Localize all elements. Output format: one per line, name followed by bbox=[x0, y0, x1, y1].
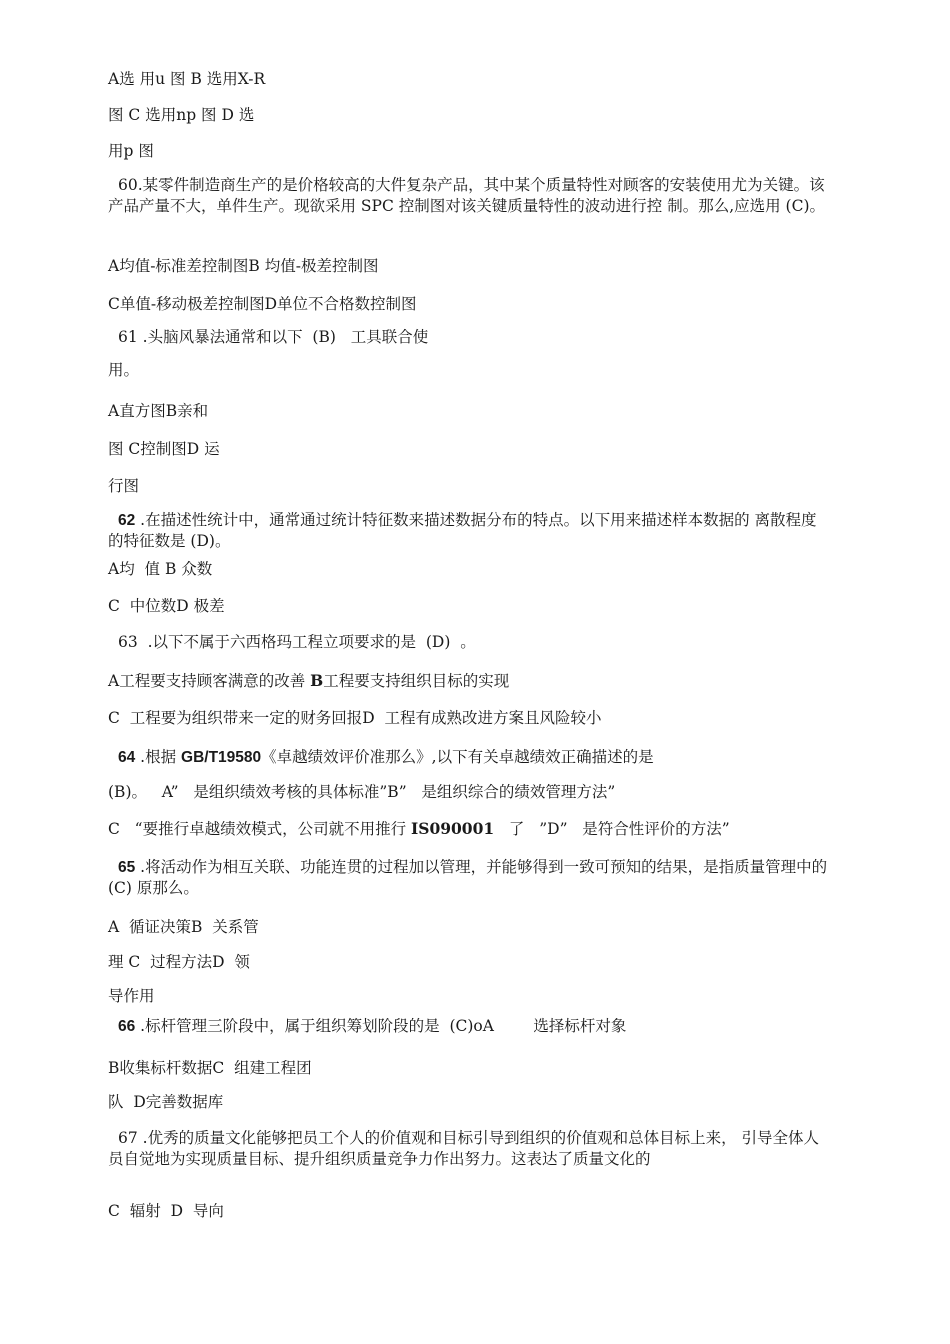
option-line: 行图 bbox=[108, 477, 140, 495]
standard-code: IS090001 bbox=[411, 819, 495, 838]
question-62 bbox=[108, 510, 832, 552]
option-line: C 工程要为组织带来一定的财务回报D 工程有成熟改进方案且风险较小 bbox=[108, 709, 602, 727]
option-line bbox=[108, 819, 730, 839]
question-text: .在描述性统计中，通常通过统计特征数来描述数据分布的特点。以下用来描述样本数据的 离散程度的特征数是 (D)。 bbox=[108, 511, 817, 550]
option-d-text: 了 ”D” 是符合性评价的方法” bbox=[494, 820, 730, 838]
option-line: 导作用 bbox=[108, 987, 155, 1005]
question-61: 61 .头脑风暴法通常和以下 (B) 工具联合使 bbox=[118, 328, 429, 346]
question-text: .将活动作为相互关联、功能连贯的过程加以管理，并能够得到一致可预知的结果，是指质量管理中的 (C) 原那么。 bbox=[108, 858, 828, 897]
question-64 bbox=[118, 747, 654, 768]
question-text: .根据 bbox=[135, 748, 182, 766]
option-line: B收集标杆数据C 组建工程团 bbox=[108, 1059, 312, 1077]
question-text: .标杆管理三阶段中，属于组织筹划阶段的是 (C)oA 选择标杆对象 bbox=[135, 1017, 627, 1035]
question-text: 《卓越绩效评价准那么》,以下有关卓越绩效正确描述的是 bbox=[261, 748, 654, 766]
option-line: 理 C 过程方法D 领 bbox=[108, 953, 250, 971]
option-line: A直方图B亲和 bbox=[108, 402, 209, 420]
question-67: 67 .优秀的质量文化能够把员工个人的价值观和目标引导到组织的价值观和总体目标上来， 引导全体人员自觉地为实现质量目标、提升组织质量竞争力作出努力。这表达了质量文化的 bbox=[108, 1129, 820, 1168]
option-a-text: A工程要支持顾客满意的改善 bbox=[108, 672, 311, 690]
option-line: A均 值 B 众数 bbox=[108, 560, 213, 578]
option-b-letter: B bbox=[310, 671, 324, 690]
option-line: C 辐射 D 导向 bbox=[108, 1202, 224, 1220]
option-line: 队 D完善数据库 bbox=[108, 1093, 224, 1111]
question-number: 62 bbox=[118, 512, 136, 529]
question-number: 65 bbox=[118, 859, 136, 876]
option-line: C单值-移动极差控制图D单位不合格数控制图 bbox=[108, 295, 417, 313]
standard-code: GB/T19580 bbox=[181, 749, 262, 766]
question-60: 60.某零件制造商生产的是价格较高的大件复杂产品，其中某个质量特性对顾客的安装使用尤为关键。该产品产量不大，单件生产。现欲采用 SPC 控制图对该关键质量特性的波动进行控 制。那么,应选用 (C)。 bbox=[108, 176, 825, 215]
question-number: 66 bbox=[118, 1018, 136, 1035]
option-line: A均值-标准差控制图B 均值-极差控制图 bbox=[108, 257, 379, 275]
option-line: 用p 图 bbox=[108, 142, 154, 160]
option-line: A 循证决策B 关系管 bbox=[108, 918, 259, 936]
option-line bbox=[108, 671, 509, 691]
question-65 bbox=[108, 857, 832, 899]
question-66 bbox=[118, 1016, 626, 1037]
option-line: (B)。 A” 是组织绩效考核的具体标准”B” 是组织综合的绩效管理方法” bbox=[108, 783, 616, 801]
option-line: 图 C 选用np 图 D 选 bbox=[108, 106, 255, 124]
option-c-text: C “要推行卓越绩效模式，公司就不用推行 bbox=[108, 820, 411, 838]
option-line: C 中位数D 极差 bbox=[108, 597, 225, 615]
question-63: 63 .以下不属于六西格玛工程立项要求的是 (D) 。 bbox=[118, 633, 476, 651]
option-line: 图 C控制图D 运 bbox=[108, 440, 220, 458]
question-61-cont: 用。 bbox=[108, 361, 140, 379]
option-line: A选 用u 图 B 选用X-R bbox=[108, 70, 266, 88]
question-number: 64 bbox=[118, 749, 136, 766]
option-b-text: 工程要支持组织目标的实现 bbox=[323, 672, 510, 690]
